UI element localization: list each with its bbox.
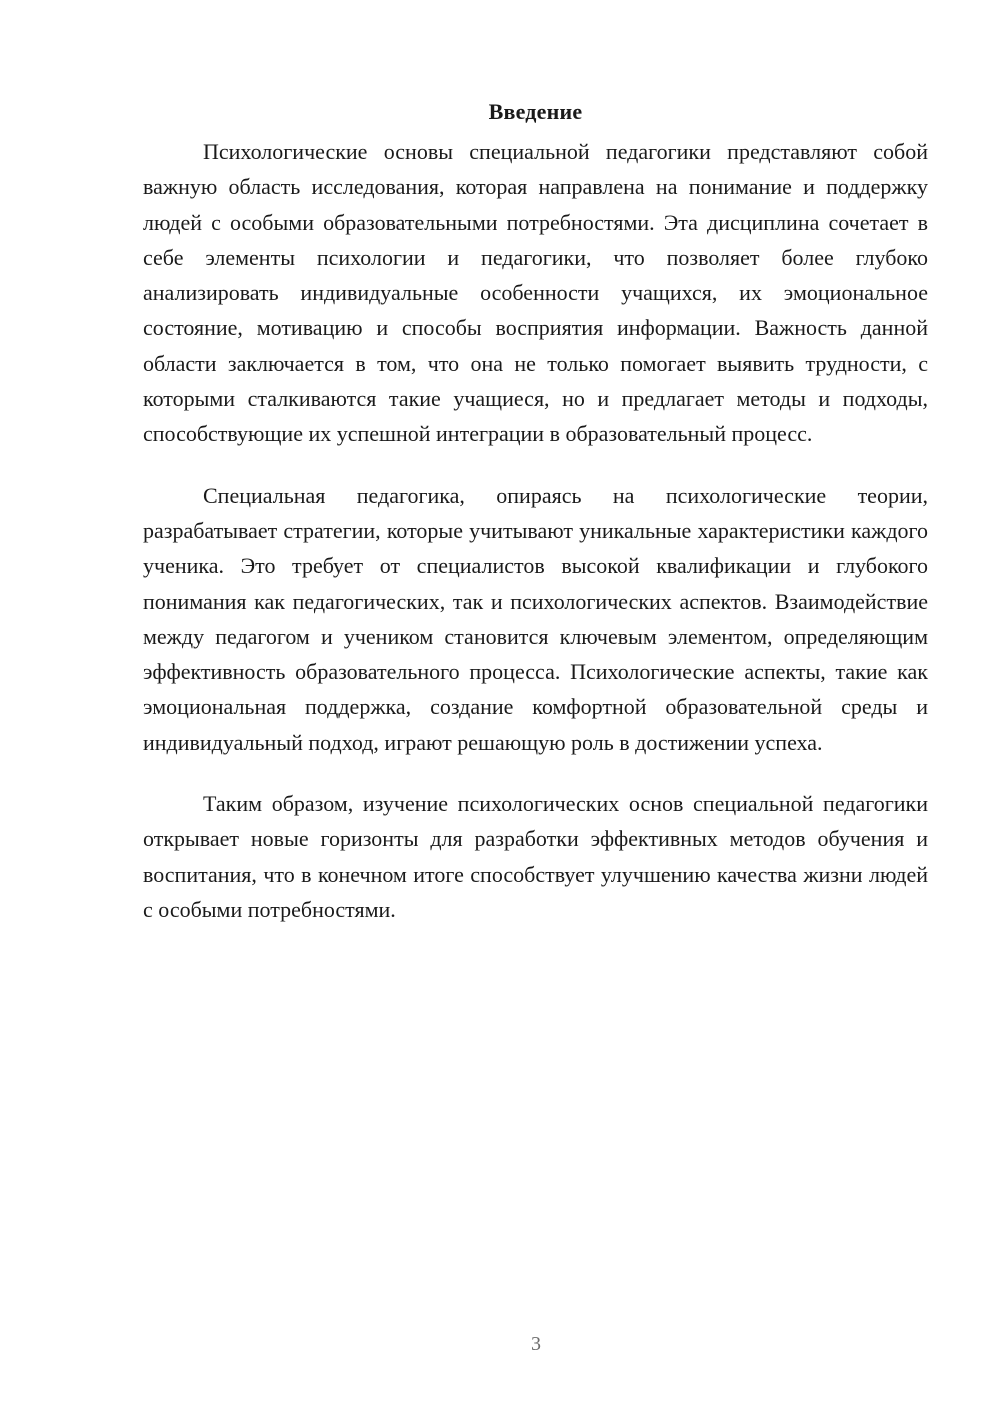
page-number: 3	[531, 1333, 541, 1355]
section-heading: Введение	[488, 99, 583, 124]
paragraph: Таким образом, изучение психологических основ специальной педагогики открывает новые горизонты для разработки эффективных методов обучения и воспитания, что в конечном итоге способствует улучшению качества жизни людей с особыми потребностями.	[143, 791, 928, 922]
document-body	[143, 98, 928, 953]
paragraph: Специальная педагогика, опираясь на психологические теории, разрабатывает стратегии, которые учитывают уникальные характеристики каждого ученика. Это требует от специалистов высокой квалификации и глубокого понимания как педагогических, так и психологических аспектов. Взаимодействие между педагогом и учеником становится ключевым элементом, определяющим эффективность образовательного процесса. Психологические аспекты, такие как эмоциональная поддержка, создание комфортной образовательной среды и индивидуальный подход, играют решающую роль в достижении успеха.	[143, 482, 928, 755]
paragraph: Психологические основы специальной педагогики представляют собой важную область исследования, которая направлена на понимание и поддержку людей с особыми образовательными потребностями. Эта дисциплина сочетает в себе элементы психологии и педагогики, что позволяет более глубоко анализировать индивидуальные особенности учащихся, их эмоциональное состояние, мотивацию и способы восприятия информации. Важность данной области заключается в том, что она не только помогает выявить трудности, с которыми сталкиваются такие учащиеся, но и предлагает методы и подходы, способствующие их успешной интеграции в образовательный процесс.	[143, 139, 928, 447]
